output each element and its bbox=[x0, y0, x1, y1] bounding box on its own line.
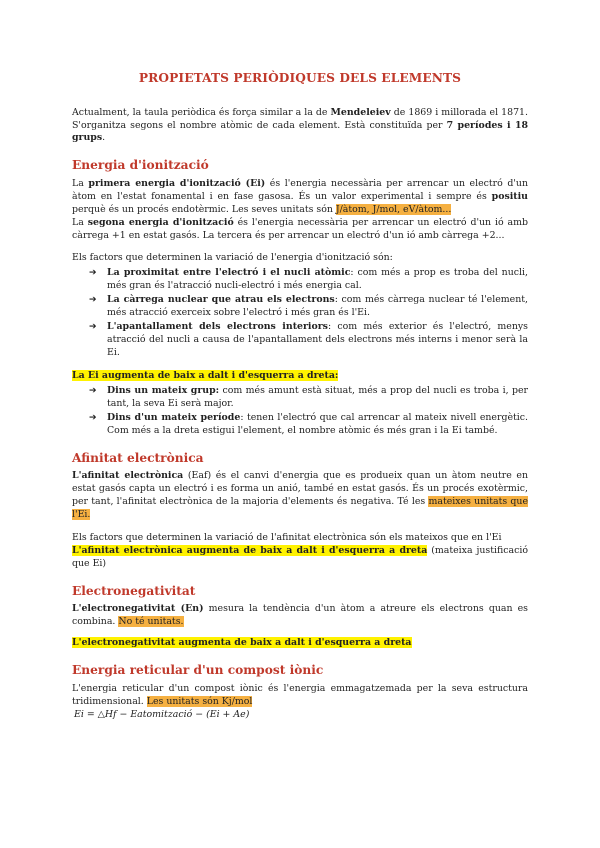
affinity-trend-note: (mateixa justificació que Ei) bbox=[72, 544, 528, 569]
ionization-paragraph-1 bbox=[72, 178, 528, 217]
arrow-icon: ➔ bbox=[89, 295, 97, 306]
ion-p2-text-1: La bbox=[72, 216, 88, 228]
ionization-trend-list bbox=[72, 385, 528, 438]
arrow-icon: ➔ bbox=[89, 321, 97, 332]
ionization-paragraph-2 bbox=[72, 217, 528, 243]
factor-text: : com més exterior és l'electró, menys atracció del nucli a causa de l'apantallament dels electrons més interns i menor serà la Ei. bbox=[107, 320, 528, 358]
arrow-icon: ➔ bbox=[89, 386, 97, 397]
list-item bbox=[89, 294, 528, 320]
ion-p1-text-3: perquè és un procés endotèrmic. Les seves unitats són bbox=[72, 203, 336, 215]
list-item bbox=[89, 320, 528, 360]
ionization-trend bbox=[72, 370, 528, 383]
ion-units-highlight: J/àtom, J/mol, eV/àtom... bbox=[335, 203, 452, 215]
trend-text: com més amunt està situat, més a prop del nucli es troba i, per tant, la seva Ei serà major. bbox=[107, 385, 528, 410]
heading-lattice-energy: Energia reticular d'un compost iònic bbox=[72, 662, 324, 677]
ion-p1-bold-2: positiu bbox=[491, 190, 528, 202]
ion-p2-text-2: és l'energia necessària per arrencar un electró d'un ió amb càrrega +1 en estat gasós. La tercera és per arrencar un electró d'un ió amb càrrega +2... bbox=[72, 216, 528, 241]
intro-paragraph bbox=[72, 107, 528, 146]
affinity-trend-highlight: L'afinitat electrònica augmenta de baix a dalt i d'esquerra a dreta bbox=[72, 544, 428, 556]
ionization-trend-highlight: La Ei augmenta de baix a dalt i d'esquerra a dreta: bbox=[72, 370, 339, 382]
trend-bold: Dins un mateix grup: bbox=[107, 385, 220, 397]
ionization-factors-intro: Els factors que determinen la variació de l'energia d'ionització són: bbox=[72, 252, 393, 264]
trend-bold: Dins d'un mateix període bbox=[107, 412, 241, 424]
ion-p1-bold-1: primera energia d'ionització (Ei) bbox=[88, 178, 266, 190]
factor-text: : com més càrrega nuclear té l'element, més atracció exerceix sobre l'electró i més gran és l'Ei. bbox=[107, 294, 528, 318]
intro-text-1: Actualment, la taula periòdica és força similar a la de bbox=[72, 106, 331, 118]
intro-text-3: . bbox=[102, 132, 106, 144]
page-title: PROPIETATS PERIÒDIQUES DELS ELEMENTS bbox=[138, 71, 462, 85]
affinity-paragraph-2: Els factors que determinen la variació de l'afinitat electrònica són els mateixos que en l'Ei bbox=[72, 531, 502, 543]
lattice-text: L'energia reticular d'un compost iònic és l'energia emmagatzemada per la seva estructura tridimensional. bbox=[72, 682, 528, 707]
ion-p2-bold: segona energia d'ionització bbox=[87, 216, 234, 228]
factor-bold: L'apantallament dels electrons interiors bbox=[107, 320, 328, 332]
electronegativity-paragraph bbox=[72, 603, 528, 629]
electronegativity-bold: L'electronegativitat (En) bbox=[72, 603, 204, 615]
factor-bold: La càrrega nuclear que atrau els electrons bbox=[107, 294, 335, 306]
intro-bold-periods: 7 períodes i 18 grups bbox=[72, 119, 529, 144]
trend-text: : tenen l'electró que cal arrencar al mateix nivell energètic. Com més a la dreta estigui l'element, el nombre atòmic és més gran i la Ei també. bbox=[107, 412, 528, 436]
ionization-factors-list bbox=[72, 267, 528, 359]
factor-bold: La proximitat entre l'electró i el nucli atòmic bbox=[107, 267, 351, 279]
electronegativity-text: mesura la tendència d'un àtom a atreure els electrons quan es combina. bbox=[72, 603, 528, 628]
lattice-units-highlight: Les unitats són Kj/mol bbox=[146, 695, 253, 707]
intro-text-2: de 1869 i millorada el 1871. S'organitza segons el nombre atòmic de cada element. Està constituïda per bbox=[72, 106, 528, 131]
affinity-units-highlight: mateixes unitats que l'Ei. bbox=[72, 496, 529, 521]
affinity-trend bbox=[72, 545, 528, 571]
lattice-formula: Ei = △Hf − Eatomització − (Ei + Ae) bbox=[74, 709, 250, 721]
affinity-bold: L'afinitat electrònica bbox=[72, 470, 184, 482]
affinity-paragraph-1 bbox=[72, 470, 528, 522]
electronegativity-trend-highlight: L'electronegativitat augmenta de baix a dalt i d'esquerra a dreta bbox=[72, 637, 412, 649]
list-item bbox=[89, 412, 528, 438]
electronegativity-trend bbox=[72, 637, 528, 650]
ion-p1-text-1: La bbox=[72, 178, 89, 190]
affinity-text: (Eaf) és el canvi d'energia que es produeix quan un àtom neutre en estat gasós capta un electró i es forma un anió, també en estat gasós. És un procés exotèrmic, per tant, l'afinitat electrònica de la majoria d'elements és negativa. Té les bbox=[72, 470, 528, 508]
ion-p1-text-2: és l'energia necessària per arrencar un electró d'un àtom en l'estat fonamental i en fase gasosa. És un valor experimental i sempre és bbox=[72, 178, 528, 202]
lattice-paragraph bbox=[72, 683, 528, 709]
factor-text: : com més a prop es troba del nucli, més gran és l'atracció nucli-electró i més energia cal. bbox=[107, 267, 528, 292]
list-item bbox=[89, 385, 528, 411]
heading-affinity: Afinitat electrònica bbox=[72, 450, 204, 465]
arrow-icon: ➔ bbox=[89, 268, 97, 279]
list-item bbox=[89, 267, 528, 293]
heading-ionization: Energia d'ionització bbox=[72, 158, 209, 173]
electronegativity-units-highlight: No té unitats. bbox=[118, 616, 184, 628]
arrow-icon: ➔ bbox=[89, 413, 97, 424]
intro-bold-mendeleiev: Mendeleiev bbox=[330, 106, 391, 118]
heading-electronegativity: Electronegativitat bbox=[72, 583, 196, 598]
